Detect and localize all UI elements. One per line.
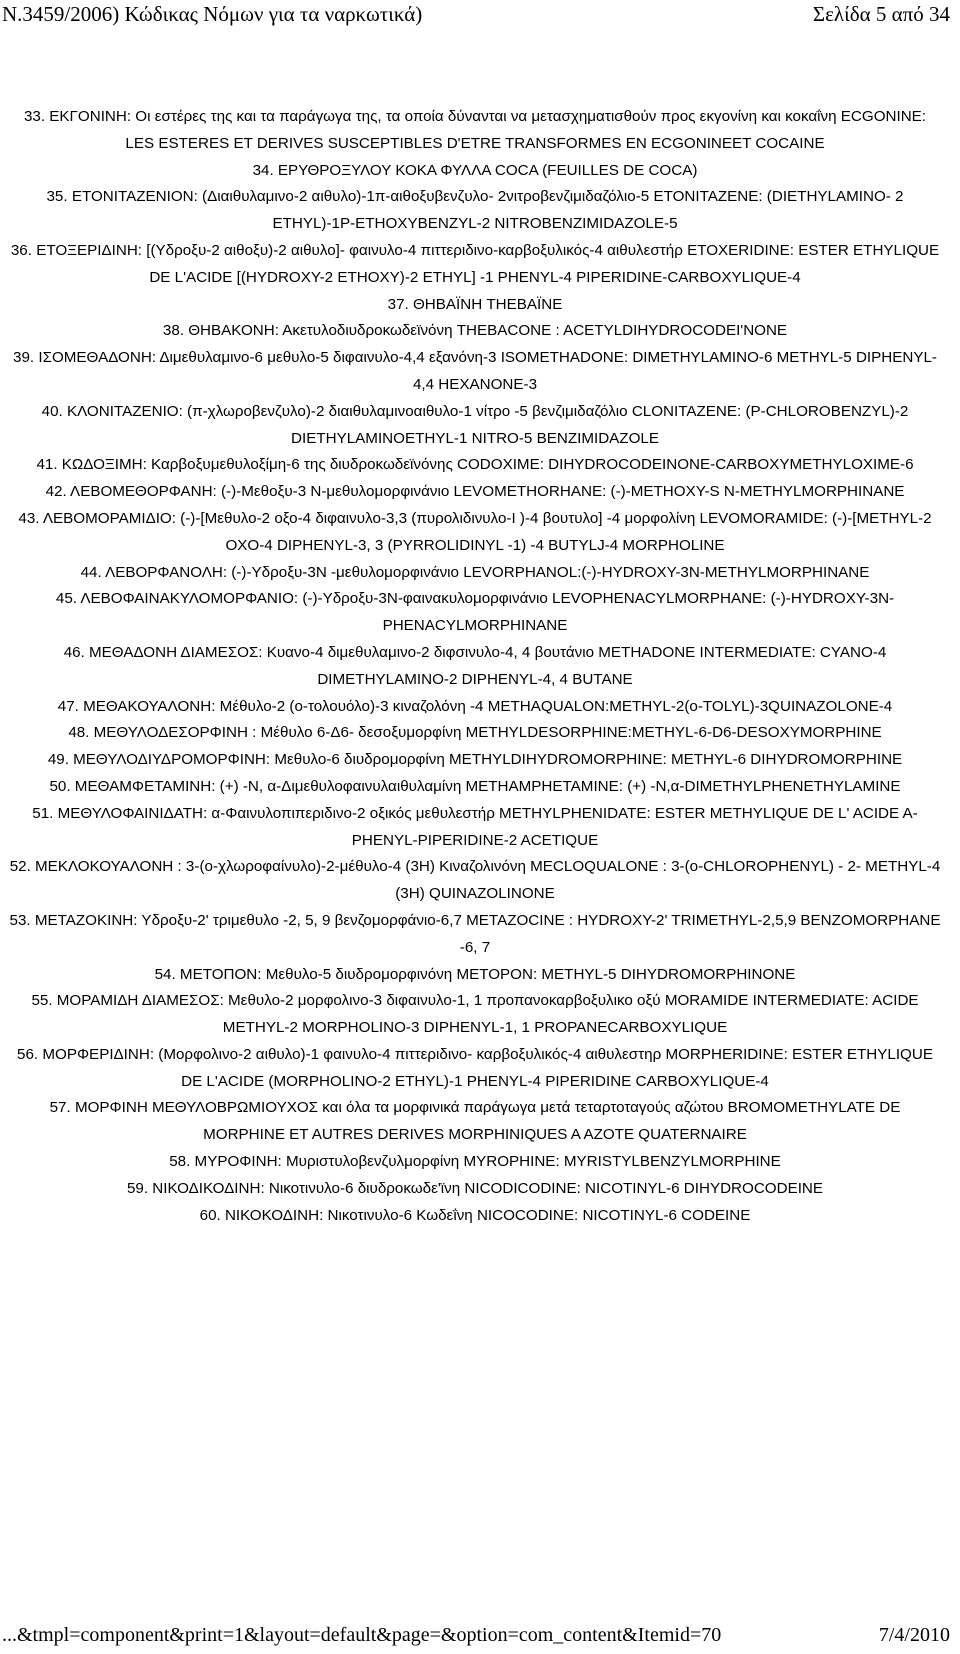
list-item: 35. ΕΤΟΝΙΤΑΖΕΝΙΟΝ: (Διαιθυλαμινο-2 αιθυλο)-1π-αιθοξυβενζυλο- 2νιτροβενζιμιδαζόλιο-5 ETONITAZENE: (DIETHYLAMINO- 2 ETHYL)-1P-ETHOXYBENZYL-2 NITROBENZIMIDAZOLE-5 — [46, 188, 904, 233]
list-item: 51. ΜΕΘΥΛΟΦΑΙΝΙΔΑΤΗ: α-Φαινυλοπιπεριδινο-2 οξικός μεθυλεστήρ METHYLPHENIDATE: ESTER METHYLIQUE DE L' ACIDE A-PHENYL-PIPERIDINE-2 ACETIQUE — [32, 804, 918, 849]
list-item: 39. ΙΣΟΜΕΘΑΔΟΝΗ: Διμεθυλαμινο-6 μεθυλο-5 διφαινυλο-4,4 εξανόνη-3 ISOMETHADONE: DIMETHYLAMINO-6 METHYL-5 DIPHENYL-4,4 HEXANONE-3 — [13, 349, 937, 393]
list-item: 56. ΜΟΡΦΕΡΙΔΙΝΗ: (Μορφολινο-2 αιθυλο)-1 φαινυλο-4 πιττεριδινο- καρβοξυλικός-4 αιθυλεστηρ MORPHERIDINE: ESTER ETHYLIQUE DE L'ACIDE (MORPHOLINO-2 ETHYL)-1 PHENYL-4 PIPERIDINE CARBOXYLIQUE-4 — [17, 1045, 933, 1090]
list-item: 42. ΛΕΒΟΜΕΘΟΡΦΑΝΗ: (-)-Μεθοξυ-3 Ν-μεθυλομορφινάνιο LEVOMETHORHANE: (-)-METHOXY-S N-METHYLMORPHINANE — [45, 483, 905, 501]
page-indicator: Σελίδα 5 από 34 — [812, 2, 950, 26]
list-item: 46. ΜΕΘΑΔΟΝΗ ΔΙΑΜΕΣΟΣ: Κυανο-4 διμεθυλαμινο-2 διφσινυλο-4, 4 βουτάνιο METHADONE INTERMEDIATE: CYANO-4 DIMETHYLAMINO-2 DIPHENYL-4, 4 BUTANE — [63, 643, 887, 688]
list-item: 59. ΝΙΚΟΔΙΚΟΔΙΝΗ: Νικοτινυλο-6 διυδροκωδε'ϊνη NICODICODINE: NICOTINYL-6 DIHYDROCODEINE — [126, 1179, 824, 1197]
substance-list — [8, 104, 942, 1229]
list-item: 34. ΕΡΥΘΡΟΞΥΛΟΥ ΚΟΚΑ ΦΥΛΛΑ COCA (FEUILLES DE COCA) — [252, 161, 698, 179]
list-item: 45. ΛΕΒΟΦΑΙΝΑΚΥΛΟΜΟΡΦΑΝΙΟ: (-)-Υδροξυ-3Ν-φαινακυλομορφινάνιο LEVOPHENACYLMORPHANE: (-)-HYDROXY-3N-PHENACYLMORPHINANE — [55, 590, 895, 635]
list-item: 47. ΜΕΘΑΚΟΥΑΛΟΝΗ: Μέθυλο-2 (ο-τολουόλο)-3 κιναζολόνη -4 METHAQUALON:METHYL-2(o-TOLYL)-3QUINAZOLONE-4 — [57, 697, 893, 715]
list-item: 38. ΘΗΒΑΚΟΝΗ: Ακετυλοδιυδροκωδεϊνόνη THEBACONE : ACETYLDIHYDROCODEI'NONE — [162, 322, 788, 340]
list-item: 41. ΚΩΔΟΞΙΜΗ: Καρβοξυμεθυλοξίμη-6 της διυδροκωδεϊνόνης CODOXIME: DIHYDROCODEINONE-CARBOXYMETHYLOXIME-6 — [36, 456, 914, 474]
list-item: 52. ΜΕΚΛΟΚΟΥΑΛΟΝΗ : 3-(ο-χλωροφαίνυλο)-2-μέθυλο-4 (3Η) Κιναζολινόνη MECLOQUALONE : 3-(o-CHLOROPHENYL) - 2- METHYL-4 (3H) QUINAZOLINONE — [9, 858, 941, 903]
list-item: 49. ΜΕΘΥΛΟΔΙΥΔΡΟΜΟΡΦΙΝΗ: Μεθυλο-6 διυδρομορφίνη METHYLDIHYDROMORPHINE: METHYL-6 DIHYDROMORPHINE — [47, 751, 903, 769]
list-item: 60. ΝΙΚΟΚΟΔΙΝΗ: Νικοτινυλο-6 Κωδεΐνη NICOCODINE: NICOTINYL-6 CODEINE — [199, 1206, 751, 1224]
list-item: 55. ΜΟΡΑΜΙΔΗ ΔΙΑΜΕΣΟΣ: Μεθυλο-2 μορφολινο-3 διφαινυλο-1, 1 προπανοκαρβοξυλικο οξύ MORAMIDE INTERMEDIATE: ACIDE METHYL-2 MORPHOLINO-3 DIPHENYL-1, 1 PROPANECARBOXYLIQUE — [31, 992, 919, 1037]
document-title: N.3459/2006) Κώδικας Νόμων για τα ναρκωτικά) — [2, 2, 423, 26]
list-item: 58. ΜΥΡΟΦΙΝΗ: Μυριστυλοβενζυλμορφίνη MYROPHINE: MYRISTYLBENZYLMORPHINE — [169, 1153, 781, 1171]
list-item: 54. ΜΕΤΟΠΟΝ: Μεθυλο-5 διυδρομορφινόνη METOPON: METHYL-5 DIHYDROMORPHINONE — [154, 965, 796, 983]
list-item: 33. ΕΚΓΟΝΙΝΗ: Οι εστέρες της και τα παράγωγα της, τα οποία δύνανται να μετασχηματισθούν προς εκγονίνη και κοκαΐνη ECGONINE: LES ESTERES ET DERIVES SUSCEPTIBLES D'ETRE TRANSFORMES EN ECGONINEET COCAINE — [23, 108, 927, 152]
page-url: ...&tmpl=component&print=1&layout=default&page=&option=com_content&Itemid=70 — [2, 1624, 722, 1646]
list-item: 44. ΛΕΒΟΡΦΑΝΟΛΗ: (-)-Υδροξυ-3Ν -μεθυλομορφινάνιο LEVORPHANOL:(-)-HYDROXY-3N-METHYLMORPHINANE — [80, 563, 870, 581]
list-item: 40. ΚΛΟΝΙΤΑΖΕΝΙΟ: (π-χλωροβενζυλο)-2 διαιθυλαμινοαιθυλο-1 νίτρο -5 βενζιμιδαζόλιο CLONITAZENE: (P-CHLOROBENZYL)-2 DIETHYLAMINOETHYL-1 NITRO-5 BENZIMIDAZOLE — [41, 402, 909, 447]
print-footer — [0, 1624, 960, 1654]
list-item: 57. ΜΟΡΦΙΝΗ ΜΕΘΥΛΟΒΡΩΜΙΟΥΧΟΣ και όλα τα μορφινικά παράγωγα μετά τεταρτοταγούς αζώτου BROMOMETHYLATE DE MORPHINE ET AUTRES DERIVES MORPHINIQUES A AZOTE QUATERNAIRE — [49, 1099, 901, 1144]
list-item: 48. ΜΕΘΥΛΟΔΕΣΟΡΦΙΝΗ : Μέθυλο 6-Δ6- δεσοξυμορφίνη METHYLDESORPHINE:METHYL-6-D6-DESOXYMORPHINE — [68, 724, 882, 742]
list-item: 50. ΜΕΘΑΜΦΕΤΑΜΙΝΗ: (+) -Ν, α-Διμεθυλοφαινυλαιθυλαμίνη METHAMPHETAMINE: (+) -N,α-DIMETHYLPHENETHYLAMINE — [49, 777, 901, 795]
list-item: 43. ΛΕΒΟΜΟΡΑΜΙΔΙΟ: (-)-[Μεθυλο-2 οξο-4 διφαινυλο-3,3 (πυρολιδινυλο-Ι )-4 βουτυλο] -4 μορφολίνη LEVOMORAMIDE: (-)-[METHYL-2 OXO-4 DIPHENYL-3, 3 (PYRROLIDINYL -1) -4 BUTYLJ-4 MORPHOLINE — [18, 509, 932, 554]
list-item: 36. ΕΤΟΞΕΡΙΔΙΝΗ: [(Υδροξυ-2 αιθοξυ)-2 αιθυλο]- φαινυλο-4 πιττεριδινο-καρβοξυλικός-4 αιθυλεστήρ ETOXERIDINE: ESTER ETHYLIQUE DE L'ACIDE [(HYDROXY-2 ETHOXY)-2 ETHYL] -1 PHENYL-4 PIPERIDINE-CARBOXYLIQUE-4 — [10, 241, 940, 286]
print-date: 7/4/2010 — [878, 1624, 950, 1646]
list-item: 37. ΘΗΒΑΪΝΗ THEBAÏNE — [387, 295, 563, 313]
list-item: 53. ΜΕΤΑΖΟΚΙΝΗ: Υδροξυ-2' τριμεθυλο -2, 5, 9 βενζομορφάνιο-6,7 METAZOCINE : HYDROXY-2' TRIMETHYL-2,5,9 BENZOMORPHANE -6, 7 — [9, 911, 941, 956]
print-header — [0, 0, 960, 32]
